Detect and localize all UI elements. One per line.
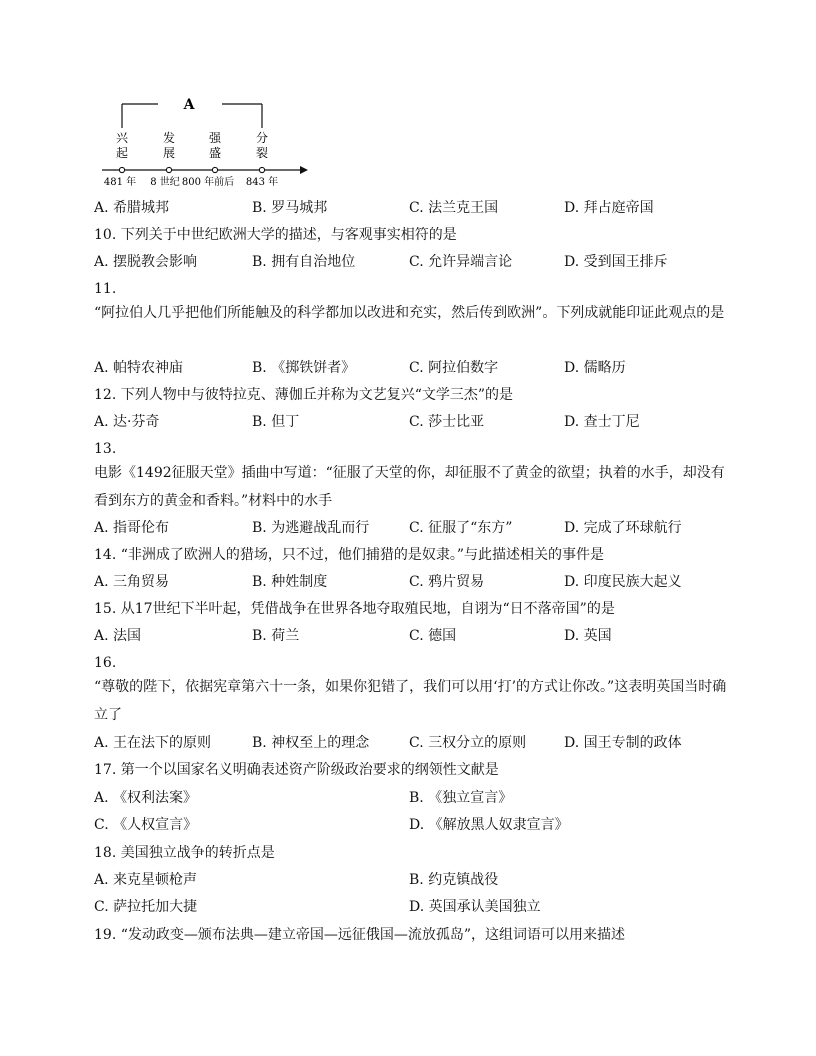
q15-option-a[interactable]: A. 法国 <box>94 628 142 644</box>
stage-label-2: 发展 <box>162 131 176 160</box>
q13-option-b[interactable]: B. 为逃避战乱而行 <box>252 520 370 536</box>
q14-option-b[interactable]: B. 种姓制度 <box>252 574 328 590</box>
q10-stem: 10. 下列关于中世纪欧洲大学的描述，与客观事实相符的是 <box>94 227 457 243</box>
q18-option-b[interactable]: B. 约克镇战役 <box>409 872 499 888</box>
q17-option-c[interactable]: C. 《人权宣言》 <box>94 817 198 833</box>
q12-option-c[interactable]: C. 莎士比亚 <box>409 414 485 430</box>
q13-option-a[interactable]: A. 指哥伦布 <box>94 520 170 536</box>
date-label-1: 481 年 <box>103 177 137 188</box>
q10-option-d[interactable]: D. 受到国王排斥 <box>564 254 668 270</box>
q16-option-a[interactable]: A. 王在法下的原则 <box>94 735 212 751</box>
q13-option-d[interactable]: D. 完成了环球航行 <box>564 520 682 536</box>
stage-label-1: 兴起 <box>115 131 129 160</box>
q16-option-c[interactable]: C. 三权分立的原则 <box>409 735 527 751</box>
q12-option-b[interactable]: B. 但丁 <box>252 414 300 430</box>
q11-option-c[interactable]: C. 阿拉伯数字 <box>409 360 499 376</box>
q10-option-c[interactable]: C. 允许异端言论 <box>409 254 513 270</box>
date-label-4: 843 年 <box>245 177 279 188</box>
q14-option-c[interactable]: C. 鸦片贸易 <box>409 574 485 590</box>
q11-option-d[interactable]: D. 儒略历 <box>564 360 626 376</box>
q18-stem: 18. 美国独立战争的转折点是 <box>94 845 275 861</box>
timeline-figure <box>96 95 316 190</box>
q14-stem: 14. “非洲成了欧洲人的猎场，只不过，他们捕猎的是奴隶。”与此描述相关的事件是 <box>94 547 605 563</box>
q13-option-c[interactable]: C. 征服了“东方” <box>409 520 513 536</box>
q16-option-b[interactable]: B. 神权至上的理念 <box>252 735 370 751</box>
timeline-stages <box>116 130 268 160</box>
q13-number: 13. <box>94 441 117 457</box>
q14-option-a[interactable]: A. 三角贸易 <box>94 574 170 590</box>
timeline-label: A <box>183 97 195 113</box>
q9-option-d[interactable]: D. 拜占庭帝国 <box>564 200 654 216</box>
q11-number: 11. <box>94 281 117 297</box>
q15-option-b[interactable]: B. 荷兰 <box>252 628 300 644</box>
q12-option-a[interactable]: A. 达·芬奇 <box>94 414 160 430</box>
q18-option-d[interactable]: D. 英国承认美国独立 <box>409 899 541 915</box>
q9-option-b[interactable]: B. 罗马城邦 <box>252 200 328 216</box>
q15-option-c[interactable]: C. 德国 <box>409 628 457 644</box>
q9-option-a[interactable]: A. 希腊城邦 <box>94 200 170 216</box>
date-label-2: 8 世纪 <box>150 177 180 188</box>
q17-option-b[interactable]: B. 《独立宣言》 <box>409 790 513 806</box>
q9-option-c[interactable]: C. 法兰克王国 <box>409 200 499 216</box>
stage-label-3: 强盛 <box>208 131 222 160</box>
q18-option-a[interactable]: A. 来克星顿枪声 <box>94 872 198 888</box>
q12-stem: 12. 下列人物中与彼特拉克、薄伽丘并称为文艺复兴“文学三杰”的是 <box>94 387 514 403</box>
q18-option-c[interactable]: C. 萨拉托加大捷 <box>94 899 198 915</box>
q13-stem: 电影《1492征服天堂》插曲中写道：“征服了天堂的你，却征服不了黄金的欲望；执着的水手，却没有看到东方的黄金和香料。”材料中的水手 <box>94 465 725 509</box>
q19-stem: 19. “发动政变—颁布法典—建立帝国—远征俄国—流放孤岛”，这组词语可以用来描述 <box>94 927 626 943</box>
q17-stem: 17. 第一个以国家名义明确表述资产阶级政治要求的纲领性文献是 <box>94 762 499 778</box>
q17-option-a[interactable]: A. 《权利法案》 <box>94 790 198 806</box>
q17-option-d[interactable]: D. 《解放黑人奴隶宣言》 <box>409 817 569 833</box>
date-label-3: 800 年前后 <box>181 177 235 188</box>
q11-option-b[interactable]: B. 《掷铁饼者》 <box>252 360 356 376</box>
q11-option-a[interactable]: A. 帕特农神庙 <box>94 360 184 376</box>
stage-label-4: 分裂 <box>255 131 269 160</box>
q14-option-d[interactable]: D. 印度民族大起义 <box>564 574 682 590</box>
q16-option-d[interactable]: D. 国王专制的政体 <box>564 735 682 751</box>
q16-number: 16. <box>94 655 117 671</box>
q12-option-d[interactable]: D. 查士丁尼 <box>564 414 640 430</box>
q10-option-a[interactable]: A. 摆脱教会影响 <box>94 254 198 270</box>
q15-stem: 15. 从17世纪下半叶起，凭借战争在世界各地夺取殖民地，自诩为“日不落帝国”的是 <box>94 601 615 617</box>
q11-stem: “阿拉伯人几乎把他们所能触及的科学都加以改进和充实，然后传到欧洲”。下列成就能印证此观点的是 <box>94 305 725 321</box>
q15-option-d[interactable]: D. 英国 <box>564 628 612 644</box>
q10-option-b[interactable]: B. 拥有自治地位 <box>252 254 356 270</box>
q16-stem: “尊敬的陛下，依据宪章第六十一条，如果你犯错了，我们可以用‘打’的方式让你改。”这表明英国当时确立了 <box>94 679 727 723</box>
